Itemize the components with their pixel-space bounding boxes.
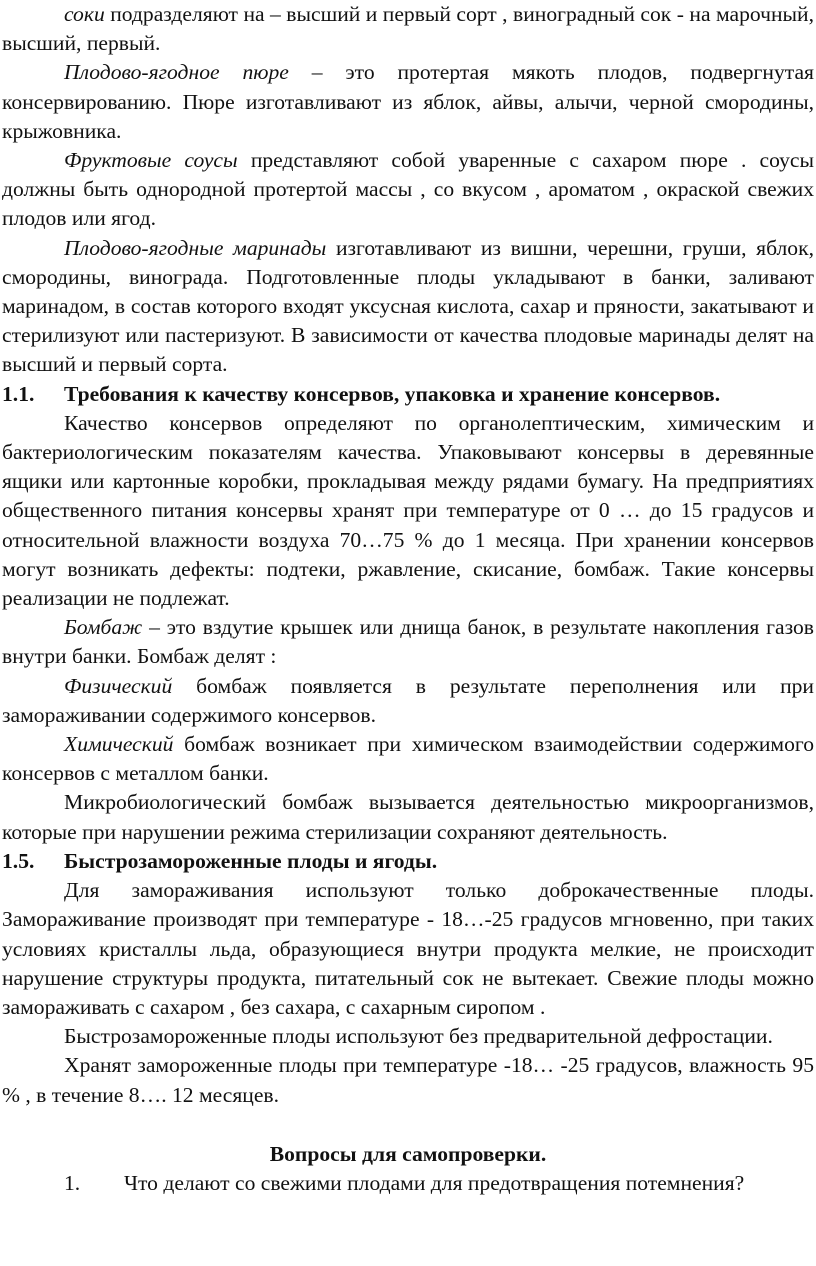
paragraph-juices: соки подразделяют на – высший и первый сорт , виноградный сок - на марочный, высший, первый. xyxy=(2,2,814,56)
paragraph-microbiological: Микробиологический бомбаж вызывается деятельностью микроорганизмов, которые при нарушении режима стерилизации сохраняют деятельность. xyxy=(2,790,814,844)
paragraph-freezing: Для замораживания используют только доброкачественные плоды. Замораживание производят при температуре - 18…-25 градусов мгновенно, при таких условиях кристаллы льда, образующиеся внутри продукта мелкие, не происходит нарушение структуры продукта, питательный сок не вытекает. Свежие плоды можно замораживать с сахаром , без сахара, с сахарным сиропом . xyxy=(2,878,814,1019)
section-title: Требования к качеству консервов, упаковка и хранение консервов. xyxy=(64,381,721,406)
section-number: 1.5. xyxy=(2,848,35,873)
questions-title: Вопросы для самопроверки. xyxy=(269,1141,547,1166)
section-number: 1.1. xyxy=(2,381,35,406)
section-quality-body xyxy=(2,409,814,847)
term-puree: Плодово-ягодное пюре xyxy=(64,60,289,85)
paragraph-sauces: Фруктовые соусы представляют собой уваренные с сахаром пюре . соусы должны быть однородной протертой массы , со вкусом , ароматом , окраской свежих плодов или ягод. xyxy=(2,148,814,231)
section-title: Быстрозамороженные плоды и ягоды. xyxy=(64,848,438,873)
paragraph-defrost: Быстрозамороженные плоды используют без предварительной дефростации. xyxy=(64,1024,773,1049)
question-number: 1. xyxy=(64,1170,81,1195)
section-heading-quality xyxy=(2,380,814,409)
intro-paragraphs xyxy=(2,0,814,380)
question-text: Что делают со свежими плодами для предотвращения потемнения? xyxy=(124,1170,745,1195)
paragraph-bombage: Бомбаж – это вздутие крышек или днища банок, в результате накопления газов внутри банки. Бомбаж делят : xyxy=(2,615,814,669)
term-bombage: Бомбаж xyxy=(64,615,143,640)
paragraph-physical: Физический бомбаж появляется в результате переполнения или при замораживании содержимого консервов. xyxy=(2,673,814,727)
term-marinades: Плодово-ягодные маринады xyxy=(64,235,327,260)
questions-list xyxy=(2,1169,814,1198)
term-juices: соки xyxy=(64,2,105,26)
paragraph-quality: Качество консервов определяют по органолептическим, химическим и бактериологическим показателям качества. Упаковывают консервы в деревянные ящики или картонные коробки, прокладывая между рядами бумагу. На предприятиях общественного питания консервы хранят при температуре от 0 … до 15 градусов и относительной влажности воздуха 70…75 % до 1 месяца. При хранении консервов могут возникать дефекты: подтеки, ржавление, скисание, бомбаж. Такие консервы реализации не подлежат. xyxy=(2,410,814,611)
paragraph-storage: Хранят замороженные плоды при температуре -18… -25 градусов, влажность 95 % , в течение 8…. 12 месяцев. xyxy=(2,1053,814,1107)
term-sauces: Фруктовые соусы xyxy=(64,148,238,173)
paragraph-chemical: Химический бомбаж возникает при химическом взаимодействии содержимого консервов с металлом банки. xyxy=(2,732,814,786)
section-frozen-body xyxy=(2,876,814,1110)
term-physical: Физический xyxy=(64,673,173,698)
term-chemical: Химический xyxy=(64,732,174,757)
section-heading-frozen xyxy=(2,847,814,876)
paragraph-puree: Плодово-ягодное пюре – это протертая мякоть плодов, подвергнутая консервированию. Пюре изготавливают из яблок, айвы, алычи, черной смородины, крыжовника. xyxy=(2,60,814,143)
list-item xyxy=(2,1169,814,1198)
paragraph-marinades: Плодово-ягодные маринады изготавливают из вишни, черешни, груши, яблок, смородины, винограда. Подготовленные плоды укладывают в банки, заливают маринадом, в состав которого входят уксусная кислота, сахар и пряности, закатывают и стерилизуют или пастеризуют. В зависимости от качества плодовые маринады делят на высший и первый сорта. xyxy=(2,235,814,377)
